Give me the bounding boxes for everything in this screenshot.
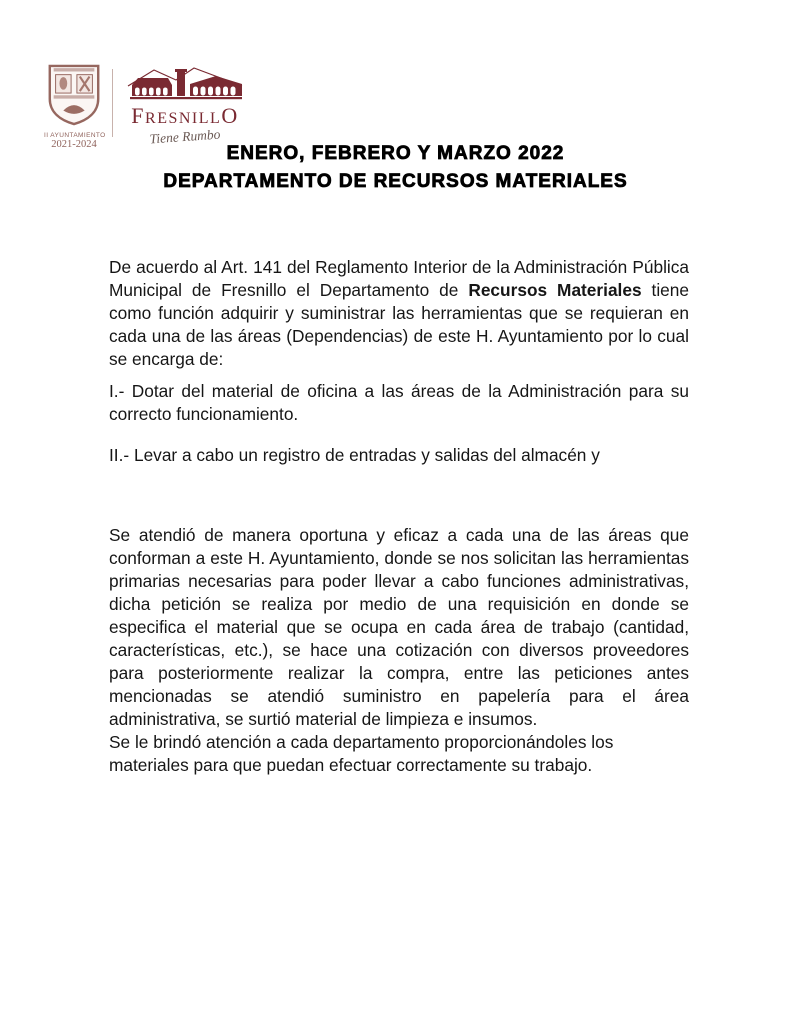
brand-tagline: Tiene Rumbo xyxy=(149,126,221,147)
crest-caption-line1: II AYUNTAMIENTO xyxy=(44,132,106,139)
duty-item-2: II.- Levar a cabo un registro de entradas y salidas del almacén y xyxy=(109,445,600,465)
coat-of-arms-icon xyxy=(46,64,102,126)
activity-paragraph: Se atendió de manera oportuna y eficaz a cada una de las áreas que conforman a este H. Ayuntamiento, donde se nos solicitan las herramientas primarias necesarias para poder llevar a cabo funciones administrativas, dicha petición se realiza por medio de una requisición en donde se especifica el material que se ocupa en cada área de trabajo (cantidad, características, etc.), se hace una cotización con diversos proveedores para posteriormente realizar la compra, entre las peticiones antes mencionadas se atendió suministro en papelería para el área administrativa, se surtió material de limpieza e insumos. xyxy=(109,525,689,729)
intro-text-bold: Recursos Materiales xyxy=(468,280,642,300)
wordmark-last-letter: O xyxy=(221,103,239,128)
municipal-crest xyxy=(44,64,104,150)
title-line-1: ENERO, FEBRERO Y MARZO 2022 xyxy=(226,143,565,164)
report-section xyxy=(109,524,689,777)
page-title xyxy=(0,140,791,195)
logo-divider xyxy=(112,69,113,137)
wordmark-first-letter: F xyxy=(131,103,146,128)
cityscape-icon xyxy=(124,64,246,100)
closing-paragraph: Se le brindó atención a cada departamento proporcionándoles los materiales para que puedan efectuar correctamente su trabajo. xyxy=(109,732,614,775)
logo-group xyxy=(44,64,249,150)
duty-item-1: I.- Dotar del material de oficina a las áreas de la Administración para su correcto funcionamiento. xyxy=(109,381,689,424)
crest-caption-line2: 2021-2024 xyxy=(51,139,97,150)
title-line-2: DEPARTAMENTO DE RECURSOS MATERIALES xyxy=(163,170,628,192)
wordmark-middle: RESNILL xyxy=(145,110,222,127)
brand-logo xyxy=(121,64,249,145)
intro-text-pre: De acuerdo al Art. 141 del Reglamento Interior de la Administración Pública Municipal de Fresnillo el Departamento de xyxy=(109,257,689,300)
intro-text-post: tiene como función adquirir y suministrar las herramientas que se requieran en cada una de las áreas (Dependencias) de este H. Ayuntamiento por lo cual se encarga de: xyxy=(109,280,689,369)
intro-paragraph xyxy=(109,256,689,371)
